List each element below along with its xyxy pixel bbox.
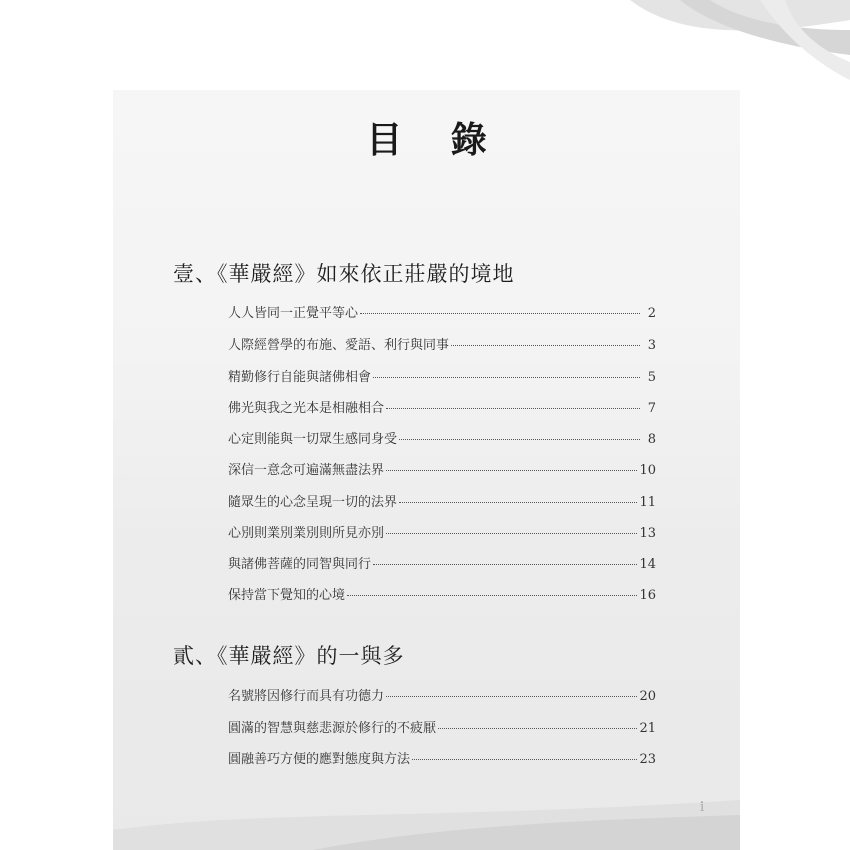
toc-entry-page: 5 — [647, 370, 656, 385]
dot-leader — [386, 408, 640, 409]
decorative-swirl-top — [610, 0, 850, 90]
toc-entry[interactable] — [228, 397, 656, 417]
toc-entry[interactable] — [228, 584, 656, 604]
toc-entry-page: 14 — [639, 557, 656, 572]
toc-entry[interactable] — [228, 302, 656, 322]
dot-leader — [386, 470, 637, 471]
dot-leader — [347, 595, 637, 596]
toc-entry[interactable] — [228, 366, 656, 386]
toc-entry-label: 圓融善巧方便的應對態度與方法 — [228, 752, 411, 767]
toc-entry-page: 8 — [647, 432, 656, 447]
toc-entry-label: 隨眾生的心念呈現一切的法界 — [228, 495, 398, 510]
toc-entry[interactable] — [228, 428, 656, 448]
toc-entry-label: 人際經營學的布施、愛語、利行與同事 — [228, 338, 450, 353]
toc-title: 目 錄 — [366, 120, 505, 161]
toc-entry-label: 保持當下覺知的心境 — [228, 588, 346, 603]
toc-entry-page: 7 — [647, 401, 656, 416]
toc-entry-page: 11 — [639, 495, 656, 510]
toc-entry-page: 2 — [647, 306, 656, 321]
toc-entry-label: 佛光與我之光本是相融相合 — [228, 401, 385, 416]
toc-entry[interactable] — [228, 459, 656, 479]
toc-entry-label: 深信一意念可遍滿無盡法界 — [228, 463, 385, 478]
toc-entry-label: 人人皆同一正覺平等心 — [228, 306, 359, 321]
toc-entry-page: 10 — [639, 463, 656, 478]
toc-entry[interactable] — [228, 522, 656, 542]
toc-entry-label: 圓滿的智慧與慈悲源於修行的不疲厭 — [228, 721, 437, 736]
toc-entry-page: 13 — [639, 526, 656, 541]
toc-entry[interactable] — [228, 553, 656, 573]
toc-entry[interactable] — [228, 748, 656, 768]
toc-entry[interactable] — [228, 491, 656, 511]
dot-leader — [451, 345, 640, 346]
dot-leader — [360, 313, 640, 314]
toc-entry[interactable] — [228, 334, 656, 354]
toc-entry[interactable] — [228, 685, 656, 705]
dot-leader — [373, 564, 637, 565]
toc-entry-label: 名號將因修行而具有功德力 — [228, 689, 385, 704]
toc-entry-page: 3 — [647, 338, 656, 353]
dot-leader — [399, 439, 640, 440]
toc-entry-page: 23 — [639, 752, 656, 767]
toc-page — [113, 90, 740, 850]
dot-leader — [399, 502, 637, 503]
dot-leader — [373, 377, 640, 378]
toc-entry-label: 與諸佛菩薩的同智與同行 — [228, 557, 372, 572]
dot-leader — [438, 728, 637, 729]
toc-entry-page: 21 — [639, 721, 656, 736]
section-heading-2: 貳、《華嚴經》的一與多 — [173, 644, 405, 668]
decorative-swirl-bottom — [113, 790, 740, 850]
toc-entry[interactable] — [228, 717, 656, 737]
toc-entry-label: 心定則能與一切眾生感同身受 — [228, 432, 398, 447]
toc-entry-label: 精勤修行自能與諸佛相會 — [228, 370, 372, 385]
dot-leader — [412, 759, 637, 760]
toc-entry-page: 16 — [639, 588, 656, 603]
toc-entry-label: 心別則業別業別則所見亦別 — [228, 526, 385, 541]
dot-leader — [386, 696, 637, 697]
toc-entry-page: 20 — [639, 689, 656, 704]
dot-leader — [386, 533, 637, 534]
section-heading-1: 壹、《華嚴經》如來依正莊嚴的境地 — [173, 262, 515, 286]
